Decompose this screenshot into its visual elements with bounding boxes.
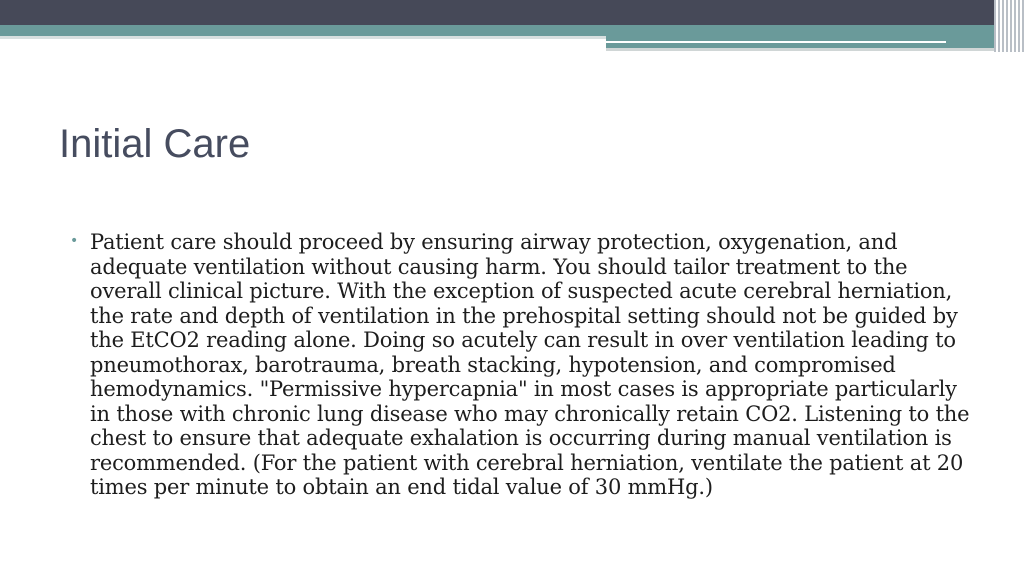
header-band-bottom-line [606,48,996,51]
bullet-item [70,230,970,500]
header-band-teal-right [606,38,996,48]
bullet-list [70,230,970,500]
header-band-dark [0,0,1024,25]
slide-title: Initial Care [59,122,251,166]
header-stripes-decoration [994,0,1024,52]
bullet-text: Patient care should proceed by ensuring airway protection, oxygenation, and adequate ventilation without causing harm. You should tailor treatment to the overall clinical picture. With the exception of suspected acute cerebral herniation, the rate and depth of ventilation in the prehospital setting should not be guided by the EtCO2 reading alone. Doing so acutely can result in over ventilation leading to pneumothorax, barotrauma, breath stacking, hypotension, and compromised hemodynamics. "Permissive hypercapnia" in most cases is appropriate particularly in those with chronic lung disease who may chronically retain CO2. Listening to the chest to ensure that adequate exhalation is occurring during manual ventilation is recommended. (For the patient with cerebral herniation, ventilate the patient at 20 times per minute to obtain an end tidal value of 30 mmHg.) [90,230,970,499]
header-band-shade [0,36,606,39]
bullet-dot-icon: • [70,233,79,249]
header-band-light-line [606,41,946,43]
